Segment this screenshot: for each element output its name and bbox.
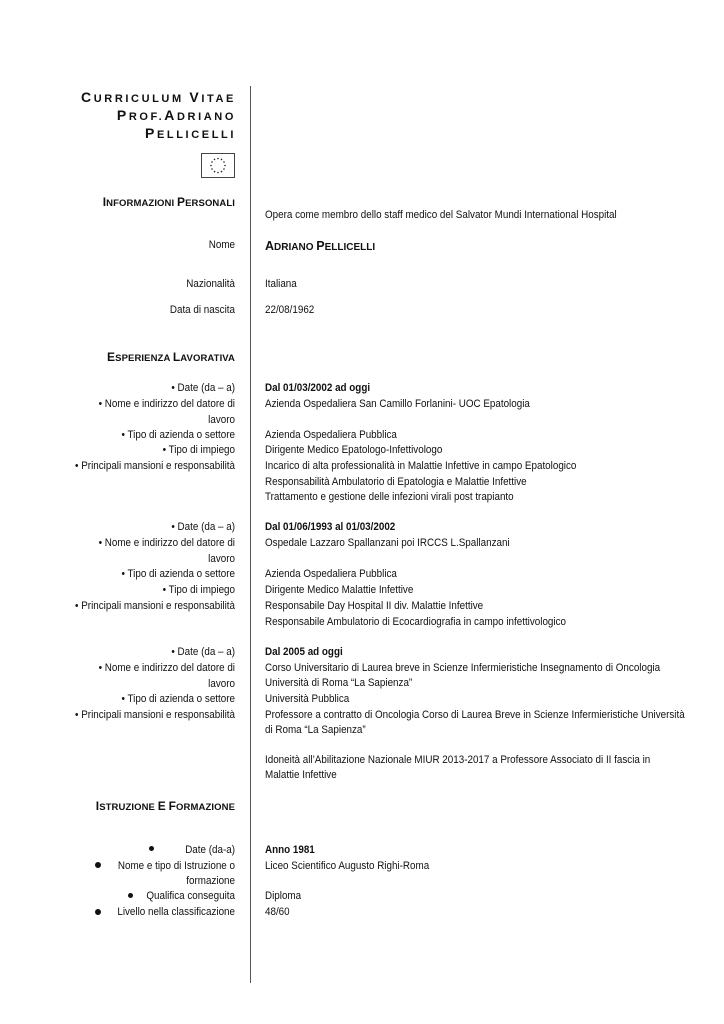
name-label: Nome: [208, 239, 235, 251]
edu-dates: Anno 1981: [265, 844, 315, 856]
entry3-employer-line-2: Università di Roma “La Sapienza”: [265, 677, 413, 689]
entry3-note-1: Idoneità all’Abilitazione Nazionale MIUR 2013-2017 a Professore Associato di II fascia in: [265, 754, 651, 766]
entry3-dates-label: • Date (da – a): [171, 646, 235, 658]
entry1-dates: Dal 01/03/2002 ad oggi: [265, 382, 371, 394]
column-divider: [250, 86, 251, 983]
entry2-sector: Azienda Ospedaliera Pubblica: [265, 568, 397, 580]
intro-text: Opera come membro dello staff medico del Salvator Mundi International Hospital: [265, 209, 617, 221]
edu-dates-label: Date (da-a): [185, 844, 235, 856]
entry3-dates: Dal 2005 ad oggi: [265, 646, 343, 658]
edu-level: 48/60: [265, 906, 290, 918]
edu-qualification-label: Qualifica conseguita: [146, 890, 235, 902]
edu-level-label: Livello nella classificazione: [117, 906, 235, 918]
entry1-duty-1: Incarico di alta professionalità in Malattie Infettive in campo Epatologico: [265, 460, 577, 472]
cv-title-line-2: PROF.ADRIANO: [116, 107, 236, 123]
entry2-job: Dirigente Medico Malattie Infettive: [265, 584, 414, 596]
entry3-note-2: Malattie Infettive: [265, 769, 337, 781]
entry3-sector-label: • Tipo di azienda o settore: [121, 693, 235, 705]
edu-qualification: Diploma: [265, 890, 302, 902]
entry2-employer-label: • Nome e indirizzo del datore di lavoro: [98, 537, 235, 565]
entry1-employer-label: • Nome e indirizzo del datore di lavoro: [98, 398, 235, 426]
entry2-duties-label: • Principali mansioni e responsabilità: [75, 600, 235, 612]
entry3-duties-label: • Principali mansioni e responsabilità: [75, 709, 235, 721]
nationality-label: Nazionalità: [186, 278, 235, 290]
name-value: ADRIANO PELLICELLI: [265, 239, 376, 253]
personal-info-heading: INFORMAZIONI PERSONALI: [102, 195, 235, 209]
entry1-duty-3: Trattamento e gestione delle infezioni virali post trapianto: [265, 491, 514, 503]
entry3-sector: Università Pubblica: [265, 693, 350, 705]
entry2-employer: Ospedale Lazzaro Spallanzani poi IRCCS L.Spallanzani: [265, 537, 510, 549]
entry3-duty-1: Professore a contratto di Oncologia Corso di Laurea Breve in Scienze Infermieristiche Università: [265, 709, 685, 721]
education-heading: ISTRUZIONE E FORMAZIONE: [95, 799, 235, 813]
entry1-duties-label: • Principali mansioni e responsabilità: [75, 460, 235, 472]
edu-name-label-line-2: formazione: [186, 875, 235, 887]
birth-date-label: Data di nascita: [169, 304, 235, 316]
birth-date-value: 22/08/1962: [265, 304, 315, 316]
entry2-dates-label: • Date (da – a): [171, 521, 235, 533]
entry1-duty-2: Responsabilità Ambulatorio di Epatologia e Malattie Infettive: [265, 476, 527, 488]
eu-flag-icon: [201, 153, 235, 178]
entry1-employer: Azienda Ospedaliera San Camillo Forlanini- UOC Epatologia: [265, 398, 530, 410]
entry1-sector: Azienda Ospedaliera Pubblica: [265, 429, 397, 441]
entry2-duty-2: Responsabile Ambulatorio di Ecocardiografia in campo infettivologico: [265, 616, 567, 628]
entry3-duty-2: di Roma “La Sapienza”: [265, 724, 366, 736]
entry2-duty-1: Responsabile Day Hospital II div. Malattie Infettive: [265, 600, 484, 612]
entry2-job-label: • Tipo di impiego: [162, 584, 235, 596]
entry1-job-label: • Tipo di impiego: [162, 444, 235, 456]
entry1-sector-label: • Tipo di azienda o settore: [121, 429, 235, 441]
entry2-sector-label: • Tipo di azienda o settore: [121, 568, 235, 580]
edu-name-label-line-1: Nome e tipo di Istruzione o: [117, 860, 235, 872]
entry1-job: Dirigente Medico Epatologo-Infettivologo: [265, 444, 443, 456]
edu-school: Liceo Scientifico Augusto Righi-Roma: [265, 860, 430, 872]
entry3-employer-line-1: Corso Universitario di Laurea breve in Scienze Infermieristiche Insegnamento di Oncologia: [265, 662, 661, 674]
entry1-dates-label: • Date (da – a): [171, 382, 235, 394]
cv-title-line-1: CURRICULUM VITAE: [81, 89, 236, 105]
entry3-employer-label: • Nome e indirizzo del datore di lavoro: [98, 662, 235, 690]
nationality-value: Italiana: [265, 278, 297, 290]
work-experience-heading: ESPERIENZA LAVORATIVA: [107, 350, 235, 364]
cv-title-line-3: PELLICELLI: [145, 125, 236, 141]
entry2-dates: Dal 01/06/1993 al 01/03/2002: [265, 521, 396, 533]
